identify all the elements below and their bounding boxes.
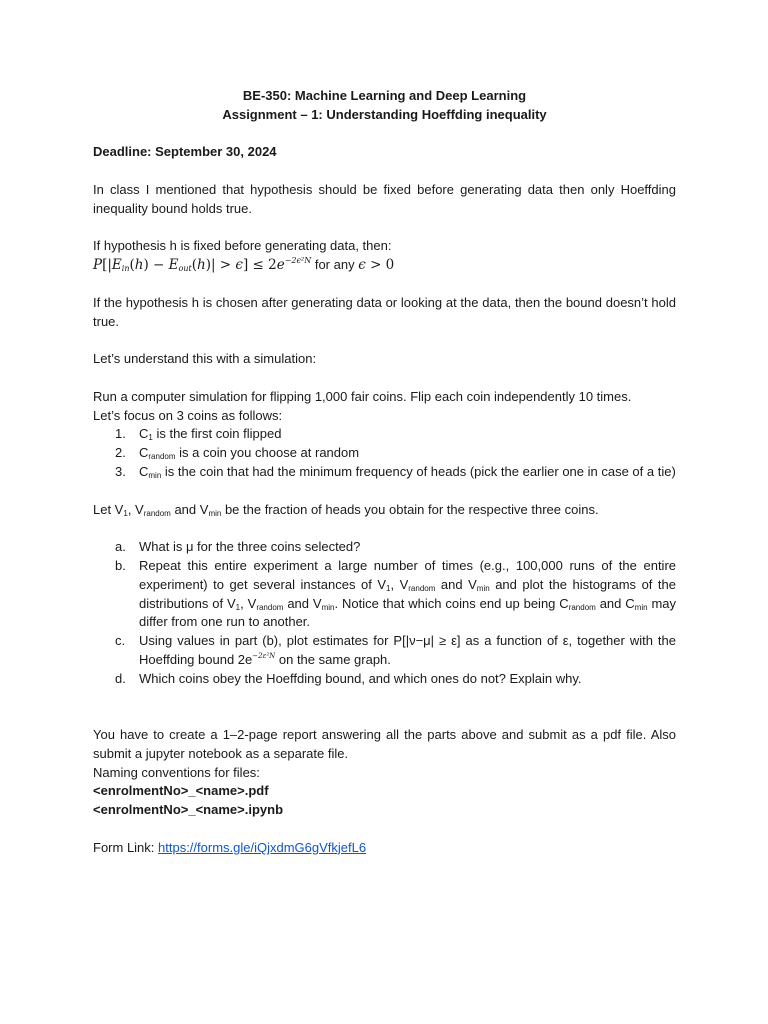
assignment-title: Assignment – 1: Understanding Hoeffding inequality (222, 106, 547, 122)
course-title: BE-350: Machine Learning and Deep Learning (242, 88, 527, 103)
epsilon-condition: ϵ > 0 (358, 257, 395, 274)
naming-conventions-label: Naming conventions for files: (93, 764, 260, 780)
coin-list (93, 425, 676, 481)
simulation-lead: Let’s understand this with a simulation: (93, 351, 317, 367)
ipynb-filename: <enrolmentNo>_<name>.ipynb (93, 802, 284, 818)
simulation-line-2: Let’s focus on 3 coins as follows: (93, 407, 283, 423)
document-body (93, 87, 676, 858)
question-list (93, 538, 676, 688)
list-item: 3. $C_{min}$ is the coin that had the minimum frequency of heads (pick the earlier one in case of a tie) (115, 463, 676, 480)
deadline: Deadline: September 30, 2024 (93, 144, 277, 160)
simulation-line-1: Run a computer simulation for flipping 1,000 fair coins. Flip each coin independently 10 times. (93, 388, 632, 404)
question-b: b. Repeat this entire experiment a large number of times (e.g., 100,000 runs of the entire experiment) to get several instances of $V_1$, $V_{random}$ and $V_{min}$ and plot the histograms of the distributions of $V_1$, $V_{random}$ and $V_{min}$. Notice that which coins end up being $C_{random}$ and $C_{min}$ may differ from one run to another. (115, 557, 677, 630)
list-item: 1. $C_1$ is the first coin flipped (115, 426, 282, 443)
pdf-filename: <enrolmentNo>_<name>.pdf (93, 783, 269, 799)
for-any-text: for any (314, 257, 355, 273)
fractions-paragraph: Let $V_1$, $V_{random}$ and $V_{min}$ be the fraction of heads you obtain for the respective three coins. (93, 501, 599, 518)
hoeffding-inequality (93, 256, 676, 275)
report-instructions: You have to create a 1–2-page report answering all the parts above and submit as a pdf file. Also submit a jupyter notebook as a separate file. (93, 727, 676, 761)
hoeffding-formula: $P[|E_{in}(h) - E_{out}(h)| > \epsilon] \le 2e^{-2\epsilon^2N}$ (93, 256, 312, 274)
question-c: c. Using values in part (b), plot estimates for P[|ν−μ| ≥ ε] as a function of ε, together with the Hoeffding bound $2e^{-2\varepsilon^2N}$ on the same graph. (115, 633, 676, 667)
hoeffding-exponent: −2ε²N (252, 651, 276, 660)
list-item: 2. $C_{random}$ is a coin you choose at random (115, 445, 360, 462)
fixed-hypothesis-lead: If hypothesis h is fixed before generating data, then: (93, 238, 392, 254)
form-link[interactable]: https://forms.gle/iQjxdmG6gVfkjefL6 (158, 839, 367, 855)
question-a: a. What is μ for the three coins selected? (115, 539, 361, 555)
intro-paragraph: In class I mentioned that hypothesis should be fixed before generating data then only Hoeffding inequality bound holds true. (93, 181, 676, 216)
form-link-label: Form Link: (93, 839, 159, 855)
form-link-line (93, 839, 676, 858)
question-d: d. Which coins obey the Hoeffding bound, and which ones do not? Explain why. (115, 670, 582, 686)
chosen-after-paragraph: If the hypothesis h is chosen after generating data or looking at the data, then the bound doesn’t hold true. (93, 294, 676, 329)
